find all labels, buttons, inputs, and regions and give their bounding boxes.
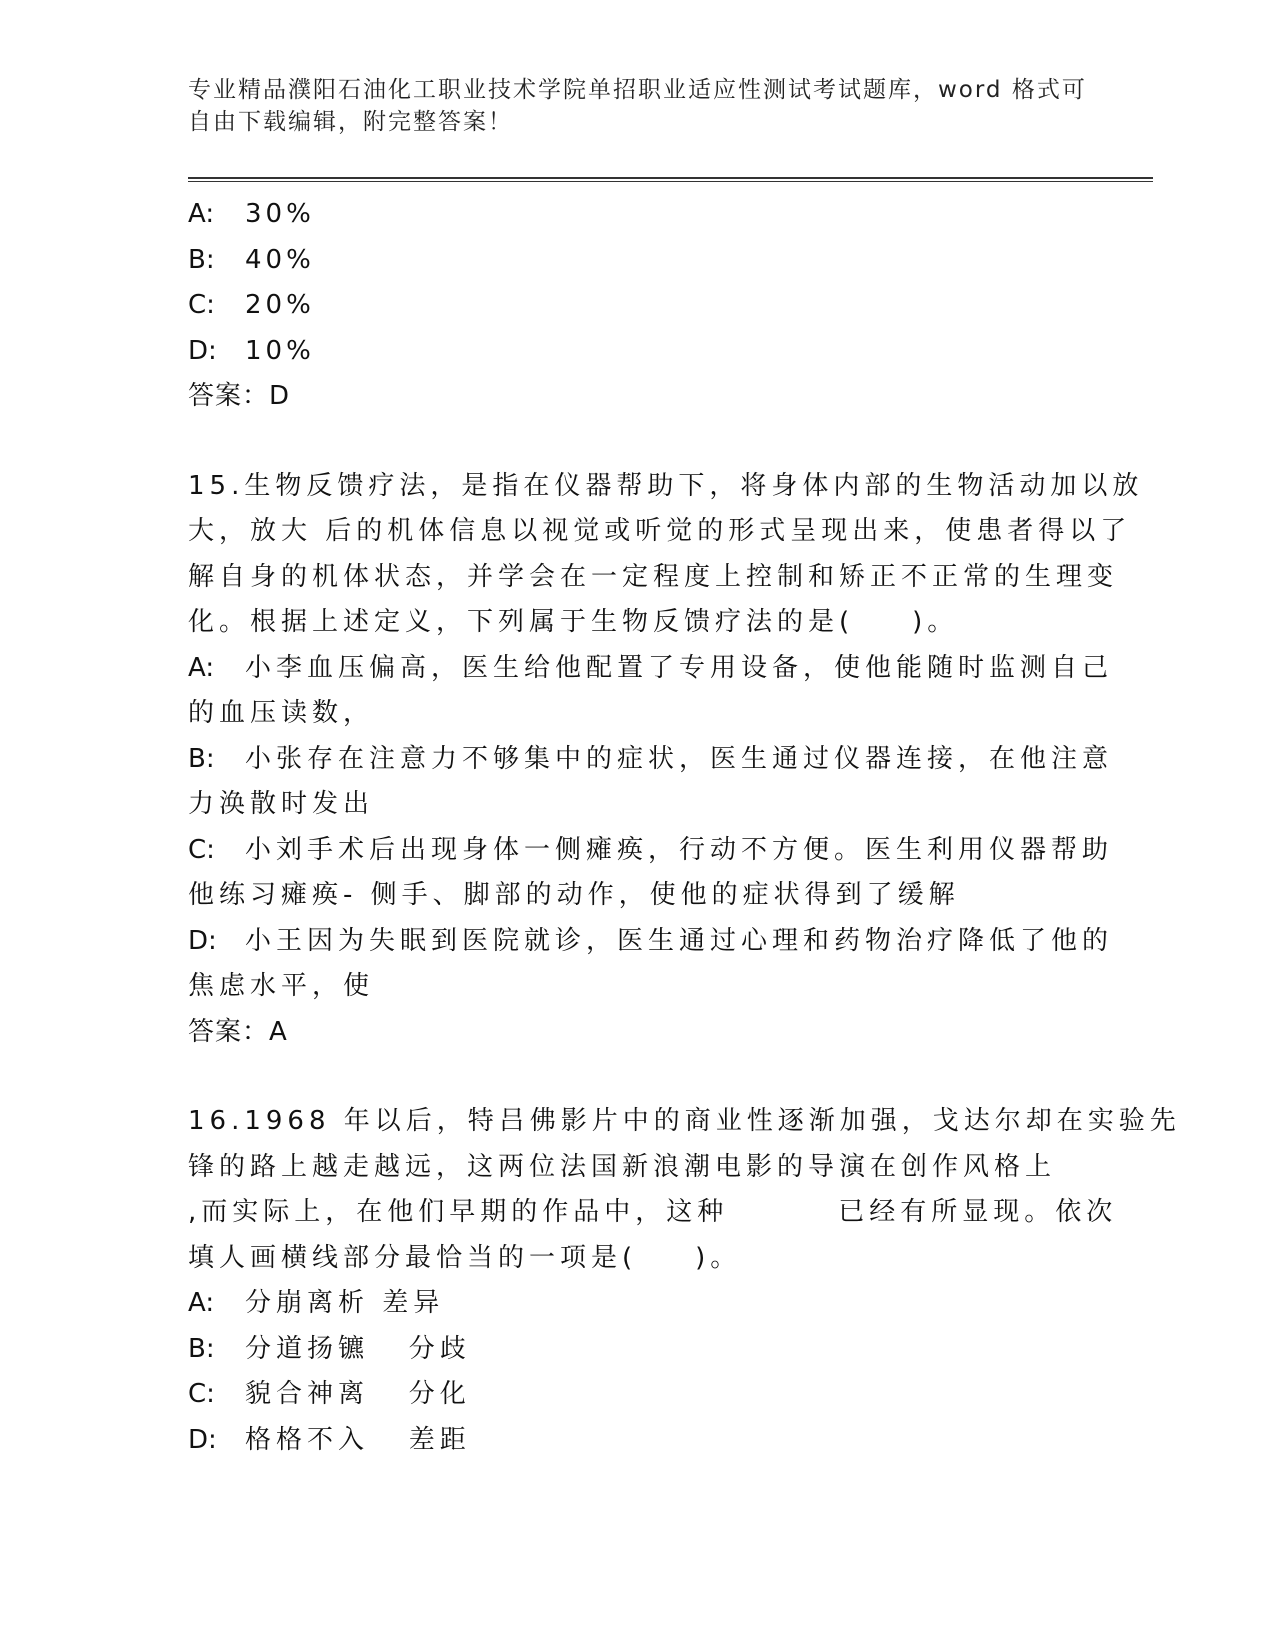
header-line-2: 自由下载编辑，附完整答案！ (188, 109, 513, 135)
option-c (188, 828, 1114, 874)
option-label: D: (188, 335, 217, 366)
stem-text: )。 (912, 607, 959, 637)
document-body (188, 192, 1181, 1463)
option-a (188, 646, 1114, 692)
option-b (188, 238, 1088, 284)
question-stem-line (188, 1236, 1088, 1282)
option-text: 分崩离析 差异 (245, 1288, 445, 1318)
header-divider-thin (188, 181, 1153, 182)
option-label: D: (188, 1424, 217, 1455)
option-b (188, 1327, 1088, 1373)
option-label: C: (188, 834, 215, 865)
question-16 (188, 1099, 1181, 1463)
option-label: A: (188, 652, 215, 683)
option-c (188, 1372, 1088, 1418)
option-b (188, 737, 1114, 783)
option-b-continued: 力涣散时发出 (188, 789, 375, 819)
option-label: A: (188, 199, 215, 229)
stem-text: 化。根据上述定义，下列属于生物反馈疗法的是( (188, 607, 855, 637)
question-15 (188, 464, 1144, 1056)
option-text: 小王因为失眠到医院就诊，医生通过心理和药物治疗降低了他的 (245, 925, 1114, 956)
stem-text: 填人画横线部分最恰当的一项是( (188, 1242, 638, 1273)
option-c (188, 283, 1088, 329)
option-d-continued: 焦虑水平，使 (188, 971, 375, 1001)
option-text: 小李血压偏高，医生给他配置了专用设备，使他能随时监测自己 (245, 652, 1114, 683)
question-stem-line: 大，放大 后的机体信息以视觉或听觉的形式呈现出来，使患者得以了 (188, 516, 1132, 546)
spacer (188, 420, 1088, 464)
question-14-options (188, 192, 1088, 420)
question-stem-line: 解自身的机体状态，并学会在一定程度上控制和矫正不正常的生理变 (188, 561, 1119, 592)
option-label: C: (188, 290, 215, 320)
spacer (188, 1055, 1088, 1099)
document-header (188, 74, 1088, 138)
option-c-continued: 他练习瘫痪- 侧手、脚部的动作，使他的症状得到了缓解 (188, 880, 960, 910)
option-d (188, 329, 1088, 375)
option-d (188, 919, 1114, 965)
header-line-1: 专业精品濮阳石油化工职业技术学院单招职业适应性测试考试题库，word 格式可 (188, 77, 1087, 103)
option-label: C: (188, 1379, 215, 1409)
option-label: A: (188, 1288, 215, 1318)
question-stem-line: 锋的路上越走越远，这两位法国新浪潮电影的导演在创作风格上 (188, 1151, 1057, 1182)
stem-text: 已经有所显现。依次 (838, 1197, 1118, 1227)
stem-text: )。 (695, 1242, 742, 1273)
option-text: 30% (245, 199, 315, 229)
answer-14: 答案：D (188, 381, 291, 411)
option-a (188, 192, 1088, 238)
option-text: 分道扬镳 分歧 (245, 1333, 471, 1364)
question-stem-line: 16.1968 年以后，特吕佛影片中的商业性逐渐加强，戈达尔却在实验先 (188, 1106, 1181, 1136)
option-label: D: (188, 925, 217, 956)
header-divider-thick (188, 177, 1153, 179)
option-label: B: (188, 244, 215, 275)
option-d (188, 1418, 1088, 1464)
question-stem-line (188, 1190, 1118, 1236)
question-stem-line: 15.生物反馈疗法，是指在仪器帮助下，将身体内部的生物活动加以放 (188, 470, 1144, 501)
option-label: B: (188, 1333, 215, 1364)
option-text: 20% (245, 290, 315, 320)
option-text: 小张存在注意力不够集中的症状，医生通过仪器连接，在他注意 (245, 743, 1114, 774)
option-a-continued: 的血压读数， (188, 698, 375, 728)
stem-text: ,而实际上，在他们早期的作品中，这种 (188, 1197, 729, 1227)
question-stem-line (188, 600, 1088, 646)
option-a (188, 1281, 1088, 1327)
option-label: B: (188, 743, 215, 774)
option-text: 格格不入 差距 (245, 1424, 471, 1455)
option-text: 貌合神离 分化 (245, 1379, 471, 1409)
option-text: 10% (245, 335, 315, 366)
option-text: 40% (245, 244, 315, 275)
answer-15: 答案：A (188, 1016, 288, 1047)
option-text: 小刘手术后出现身体一侧瘫痪，行动不方便。医生利用仪器帮助 (245, 834, 1114, 865)
